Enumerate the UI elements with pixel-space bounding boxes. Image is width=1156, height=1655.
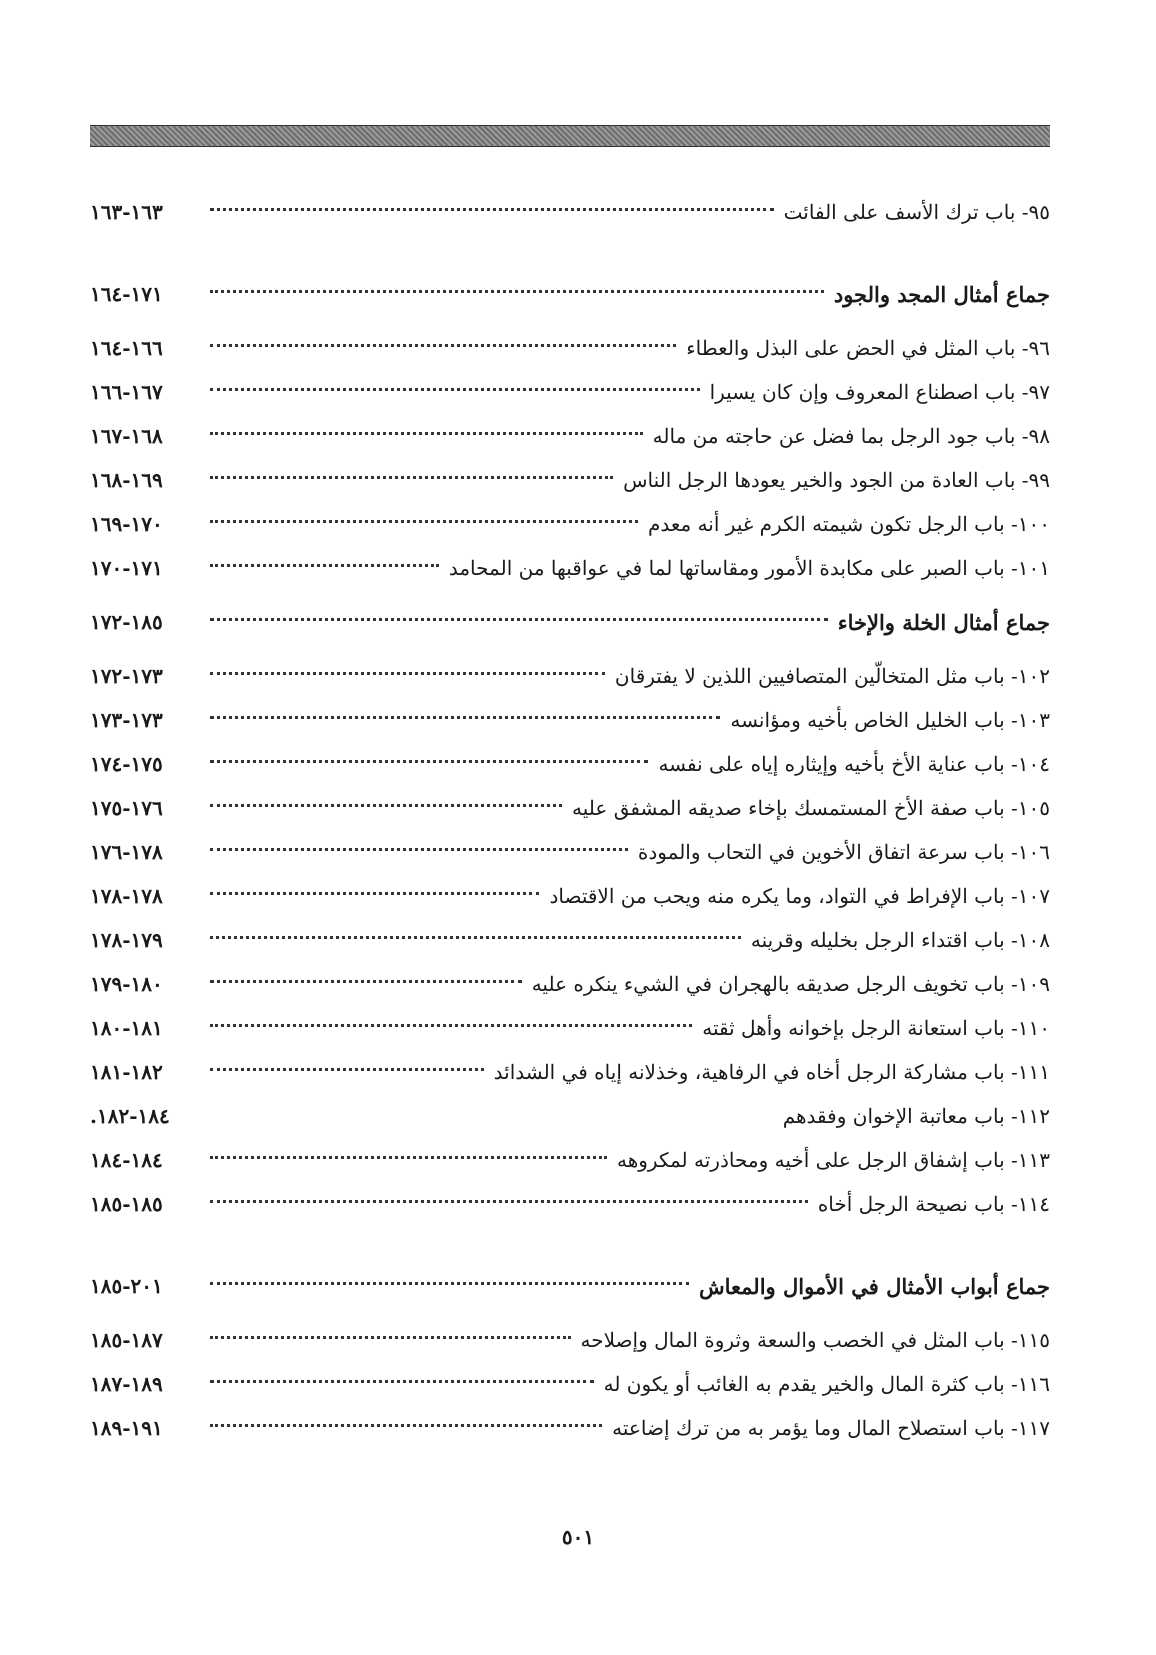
toc-entry-pages: ١٦٧-١٦٦ <box>90 380 163 404</box>
toc-entry-title: ١١٣- باب إشفاق الرجل على أخيه ومحاذرته لمكروهه <box>616 1148 1050 1172</box>
toc-entry-title: ٩٥- باب ترك الأسف على الفائت <box>783 200 1050 224</box>
toc-entry-pages: ١٧٣-١٧٢ <box>90 664 163 688</box>
leader-dots <box>210 1282 689 1285</box>
toc-entry-title: ١٠١- باب الصبر على مكابدة الأمور ومقاساتها لما في عواقبها من المحامد <box>448 556 1050 580</box>
toc-entry-pages: ١٧١-١٧٠ <box>90 556 163 580</box>
toc-entry-pages: ١٦٦-١٦٤ <box>90 336 163 360</box>
toc-entry-title: ١١٤- باب نصيحة الرجل أخاه <box>817 1192 1050 1216</box>
toc-entry-title: ١١٠- باب استعانة الرجل بإخوانه وأهل ثقته <box>702 1016 1050 1040</box>
section-pages: ١٨٥-١٧٢ <box>90 610 163 634</box>
toc-entry-pages: ١٩١-١٨٩ <box>90 1416 163 1440</box>
toc-entry-pages: .١٨٤-١٨٢ <box>90 1104 170 1128</box>
toc-entry-pages: ١٧٦-١٧٥ <box>90 796 163 820</box>
toc-entry-pages: ١٦٨-١٦٧ <box>90 424 163 448</box>
toc-entry-pages: ١٨٢-١٨١ <box>90 1060 163 1084</box>
toc-entry-pages: ١٧٥-١٧٤ <box>90 752 163 776</box>
leader-dots <box>210 1156 607 1159</box>
toc-entry[interactable] <box>90 1406 1050 1450</box>
toc-entry[interactable] <box>90 742 1050 786</box>
toc-entry-title: ١١١- باب مشاركة الرجل أخاه في الرفاهية، وخذلانه إياه في الشدائد <box>493 1060 1050 1084</box>
toc-entry-pages: ١٨٧-١٨٥ <box>90 1328 163 1352</box>
toc-entry[interactable] <box>90 458 1050 502</box>
leader-dots <box>210 848 628 851</box>
toc-entry-pages: ١٨٥-١٨٥ <box>90 1192 163 1216</box>
toc-entry-pages: ١٨٩-١٨٧ <box>90 1372 163 1396</box>
toc-entry[interactable] <box>90 962 1050 1006</box>
toc-entry-title: ١٠٥- باب صفة الأخ المستمسك بإخاء صديقه المشفق عليه <box>572 796 1050 820</box>
leader-dots <box>210 388 700 391</box>
toc-entry[interactable] <box>90 370 1050 414</box>
toc-entry-title: ١٠٢- باب مثل المتخالّين المتصافيين اللذين لا يفترقان <box>614 664 1050 688</box>
section-pages: ١٧١-١٦٤ <box>90 282 163 306</box>
leader-dots <box>210 1068 484 1071</box>
leader-dots <box>210 432 643 435</box>
toc-entry-title: ١١٦- باب كثرة المال والخير يقدم به الغائب أو يكون له <box>603 1372 1050 1396</box>
toc-entry[interactable] <box>90 1318 1050 1362</box>
toc-entry-pages: ١٧٨-١٧٨ <box>90 884 163 908</box>
leader-dots <box>210 1024 692 1027</box>
leader-dots <box>210 804 562 807</box>
toc-entry-title: ٩٦- باب المثل في الحض على البذل والعطاء <box>686 336 1050 360</box>
toc-section-heading[interactable] <box>90 1264 1050 1308</box>
section-pages: ٢٠١-١٨٥ <box>90 1274 163 1298</box>
toc-entry[interactable] <box>90 918 1050 962</box>
leader-dots <box>210 760 648 763</box>
leader-dots <box>210 564 439 567</box>
toc-entry-pages: ١٨١-١٨٠ <box>90 1016 163 1040</box>
toc-entry-pages: ١٧٩-١٧٨ <box>90 928 163 952</box>
toc-entry-title: ١١٢- باب معاتبة الإخوان وفقدهم <box>782 1104 1050 1128</box>
toc-entry[interactable] <box>90 326 1050 370</box>
toc-entry-title: ١٠٨- باب اقتداء الرجل بخليله وقرينه <box>750 928 1050 952</box>
toc-entry[interactable] <box>90 830 1050 874</box>
toc-entry[interactable] <box>90 1138 1050 1182</box>
toc-entry-title: ١٠٠- باب الرجل تكون شيمته الكرم غير أنه معدم <box>647 512 1050 536</box>
toc-entry-pages: ١٧٨-١٧٦ <box>90 840 163 864</box>
page-number: ٥٠١ <box>561 1525 595 1549</box>
toc-entry[interactable] <box>90 1094 1050 1138</box>
toc-entry-title: ١١٥- باب المثل في الخصب والسعة وثروة المال وإصلاحه <box>580 1328 1050 1352</box>
toc-section-heading[interactable] <box>90 272 1050 316</box>
toc-entry-title: ٩٩- باب العادة من الجود والخير يعودها الرجل الناس <box>623 468 1050 492</box>
toc-section-heading[interactable] <box>90 600 1050 644</box>
toc-entry[interactable] <box>90 698 1050 742</box>
section-title: جماع أمثال المجد والجود <box>833 281 1050 307</box>
leader-dots <box>210 672 605 675</box>
leader-dots <box>210 1200 808 1203</box>
leader-dots <box>210 892 539 895</box>
leader-dots <box>210 344 676 347</box>
toc-entry[interactable] <box>90 1050 1050 1094</box>
toc-entry[interactable] <box>90 654 1050 698</box>
toc-entry-pages: ١٦٩-١٦٨ <box>90 468 163 492</box>
leader-dots <box>210 208 774 211</box>
leader-dots <box>210 476 613 479</box>
toc-entry-pages: ١٦٣-١٦٣ <box>90 200 163 224</box>
toc-entry-title: ١٠٤- باب عناية الأخ بأخيه وإيثاره إياه على نفسه <box>658 752 1050 776</box>
leader-space <box>210 1112 773 1115</box>
toc-entry-title: ١١٧- باب استصلاح المال وما يؤمر به من ترك إضاعته <box>612 1416 1050 1440</box>
toc-entry-pages: ١٧٣-١٧٣ <box>90 708 163 732</box>
table-of-contents <box>90 190 1050 1450</box>
section-title: جماع أمثال الخلة والإخاء <box>837 609 1050 635</box>
decorative-header-bar <box>90 125 1050 147</box>
leader-dots <box>210 716 720 719</box>
toc-entry-title: ١٠٧- باب الإفراط في التواد، وما يكره منه ويحب من الاقتصاد <box>549 884 1050 908</box>
toc-entry-title: ٩٨- باب جود الرجل بما فضل عن حاجته من ماله <box>652 424 1050 448</box>
toc-entry[interactable] <box>90 546 1050 590</box>
leader-dots <box>210 618 828 621</box>
section-title: جماع أبواب الأمثال في الأموال والمعاش <box>698 1273 1050 1299</box>
toc-entry[interactable] <box>90 874 1050 918</box>
toc-entry[interactable] <box>90 414 1050 458</box>
leader-dots <box>210 290 824 293</box>
toc-entry-title: ١٠٦- باب سرعة اتفاق الأخوين في التحاب والمودة <box>637 840 1050 864</box>
toc-entry-pages: ١٨٤-١٨٤ <box>90 1148 163 1172</box>
toc-entry[interactable] <box>90 1362 1050 1406</box>
toc-entry-pages: ١٧٠-١٦٩ <box>90 512 163 536</box>
toc-entry-pages: ١٨٠-١٧٩ <box>90 972 163 996</box>
toc-entry[interactable] <box>90 1006 1050 1050</box>
toc-entry-title: ١٠٣- باب الخليل الخاص بأخيه ومؤانسه <box>730 708 1050 732</box>
toc-entry-title: ١٠٩- باب تخويف الرجل صديقه بالهجران في الشيء ينكره عليه <box>531 972 1050 996</box>
leader-dots <box>210 520 638 523</box>
leader-dots <box>210 980 522 983</box>
leader-dots <box>210 1380 594 1383</box>
toc-entry[interactable] <box>90 502 1050 546</box>
toc-entry[interactable] <box>90 190 1050 234</box>
toc-entry[interactable] <box>90 786 1050 830</box>
toc-entry-title: ٩٧- باب اصطناع المعروف وإن كان يسيرا <box>709 380 1050 404</box>
leader-dots <box>210 936 741 939</box>
leader-dots <box>210 1336 571 1339</box>
toc-entry[interactable] <box>90 1182 1050 1226</box>
leader-dots <box>210 1424 602 1427</box>
